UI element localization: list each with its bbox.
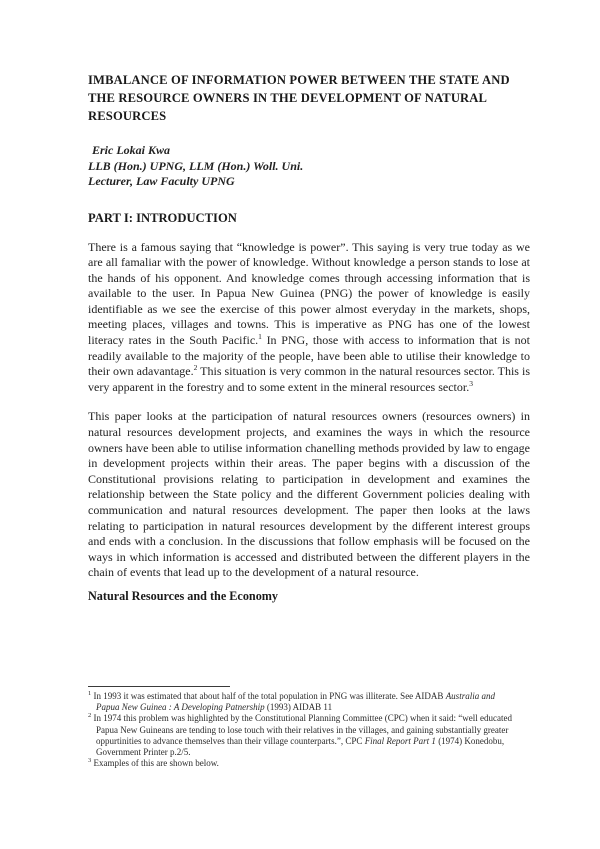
paper-title	[88, 71, 530, 125]
author-credentials: LLB (Hon.) UPNG, LLM (Hon.) Woll. Uni.	[88, 158, 304, 173]
part-heading: PART I: INTRODUCTION	[88, 210, 237, 225]
footnote-2-text-2: (1974) Konedobu, Government Printer p.2/5.	[96, 735, 505, 758]
footnote-1-text-2: (1993) AIDAB 11	[264, 702, 333, 713]
footnote-ref-2: 2	[193, 363, 198, 373]
footnotes-section	[88, 686, 516, 769]
paper-title-line-1: IMBALANCE OF INFORMATION POWER BETWEEN THE STATE AND	[88, 73, 510, 87]
footnote-3-marker: 3	[88, 757, 92, 765]
footnote-1	[88, 691, 516, 713]
author-position: Lecturer, Law Faculty UPNG	[88, 174, 235, 188]
footnote-2-citation: Final Report Part 1	[364, 735, 436, 746]
paragraph-overview: This paper looks at the participation of natural resources owners (resources owners) in natural resources development projects, and examines the ways in which the resource owners have been able to utilise information chanelling methods provided by law to engage in development projects within their areas. The paper begins with a discussion of the Constitutional provisions relating to participation in development and examines the relationship between the State policy and the different Government policies dealing with communication and natural resources development. The paper then looks at the laws relating to participation in natural resources development by the different interest groups and ends with a conclusion. In the discussions that follow emphasis will be focused on the ways in which information is accessed and distributed between the different players in the chain of events that lead up to the development of a natural resource.	[88, 409, 530, 580]
paper-title-line-3: RESOURCES	[88, 109, 167, 123]
footnote-3	[88, 758, 516, 769]
footnote-ref-1: 1	[258, 332, 262, 342]
footnote-1-text: In 1993 it was estimated that about half of the total population in PNG was illiterate. See AIDAB	[91, 691, 446, 701]
footnote-2	[88, 713, 516, 758]
section-heading: Natural Resources and the Economy	[88, 588, 279, 603]
footnote-ref-3: 3	[469, 378, 473, 388]
paragraph-introduction-text-2: In PNG, those with access to information that is not readily available to the majority of the people, have been able to utilise their knowledge to their own adavantage.	[88, 333, 530, 379]
paragraph-introduction-text-3: This situation is very common in the natural resources sector. This is very apparent in the forestry and to some extent in the mineral resources sector.	[88, 364, 530, 394]
paper-title-line-2: THE RESOURCE OWNERS IN THE DEVELOPMENT OF NATURAL	[88, 91, 488, 105]
footnote-3-text: Examples of this are shown below.	[91, 758, 219, 769]
footnote-1-marker: 1	[88, 690, 92, 697]
footnote-2-marker: 2	[88, 712, 92, 720]
paragraph-introduction	[88, 240, 530, 396]
author-name: Eric Lokai Kwa	[92, 143, 171, 157]
footnote-2-text: In 1974 this problem was highlighted by the Constitutional Planning Committee (CPC) when it said: “well educated Papua New Guineans are tending to lose touch with their relatives in the villages, and gaining substantially greater oppurtinities to advance themselves than their village counterparts.”, CPC	[91, 713, 512, 746]
author-block	[88, 143, 530, 190]
paragraph-introduction-text-1: There is a famous saying that “knowledge is power”. This saying is very true today as we are all famaliar with the power of knowledge. Without knowledge a person stands to lose at the hands of his opponent. And knowledge comes through accessing information that is available to the user. In Papua New Guinea (PNG) the power of knowledge is easily identifiable as we see the exercise of this power almost everyday in the markets, shops, meeting places, villages and towns. This is imperative as PNG has one of the lowest literacy rates in the South Pacific.	[88, 239, 530, 348]
footnote-1-citation: Australia and Papua New Guinea : A Developing Patnership	[96, 691, 495, 713]
footnote-separator	[88, 686, 230, 687]
